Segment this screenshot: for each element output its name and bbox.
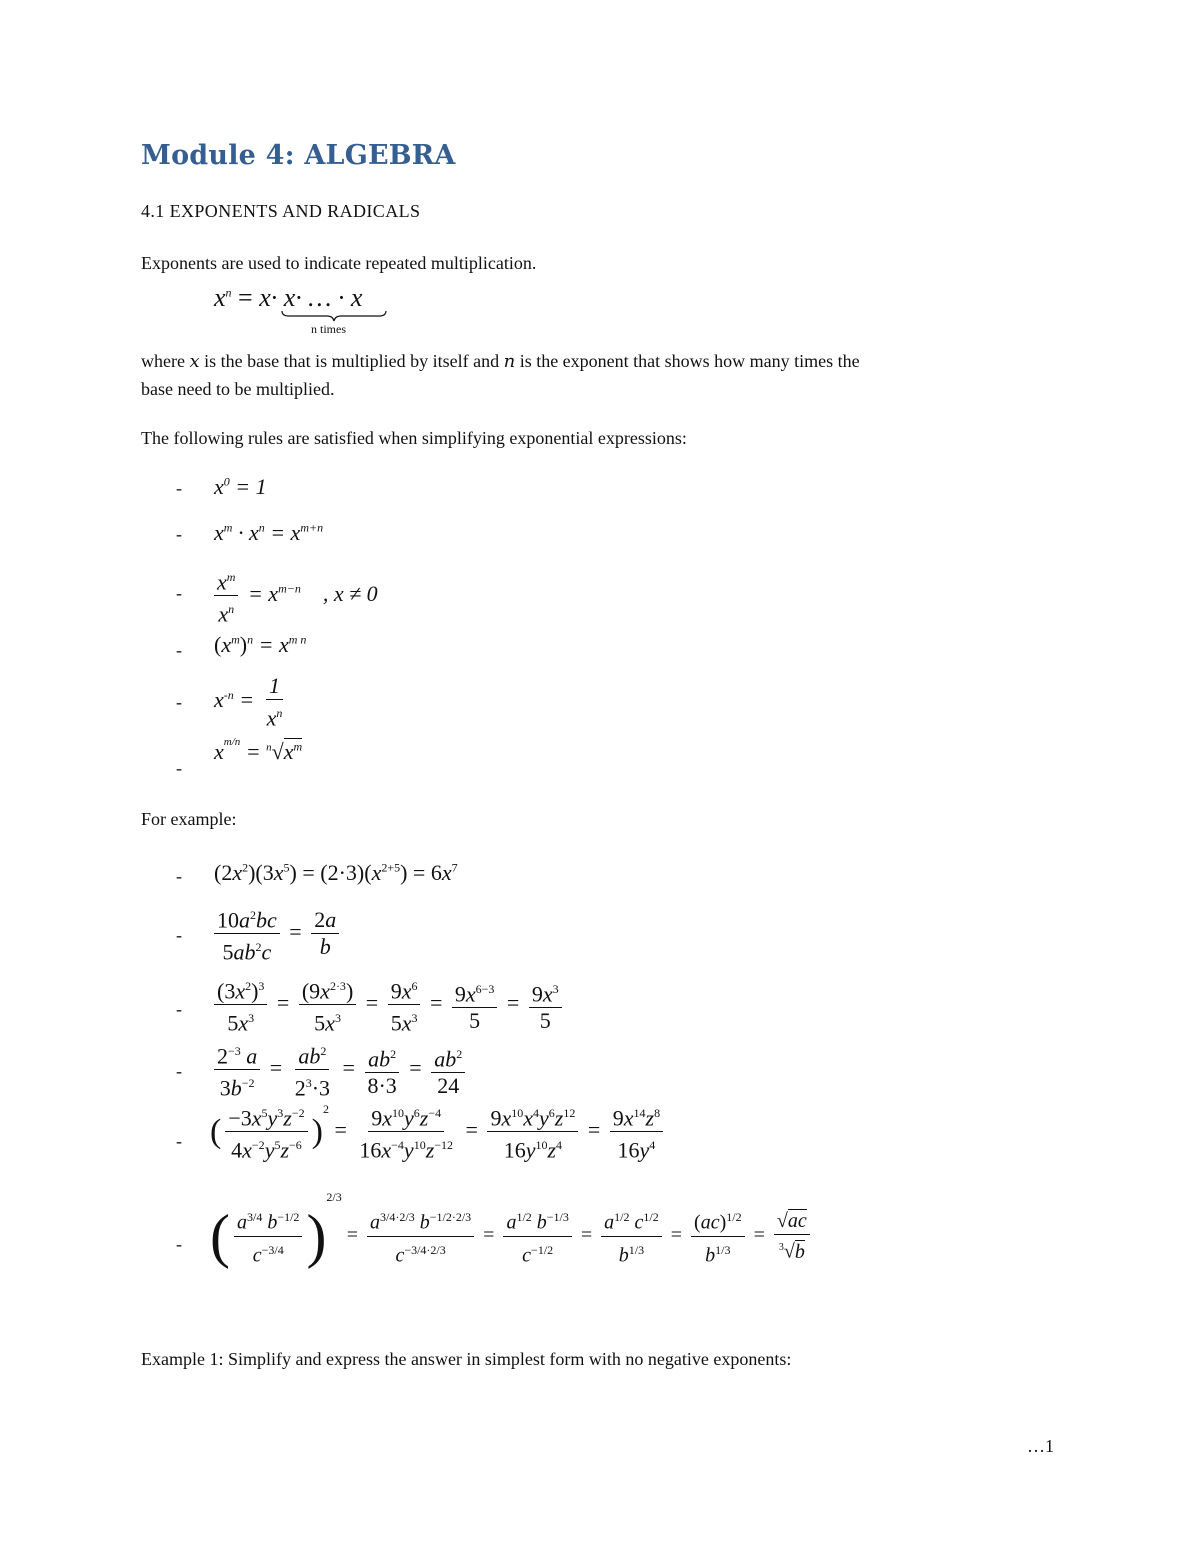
rule-fractional-exponent: $x^{m/n} = ^n√x^m$ — [214, 736, 303, 764]
rule-negative-exponent: $x^{-n}$ = $\frac{1}{x^n}$ — [214, 673, 283, 731]
bullet: - — [176, 640, 182, 660]
bullet: - — [176, 758, 182, 778]
example-quotient: $\frac{10a^2bc}{5ab^2c}$ = $\frac{2a}{b}$ — [210, 902, 343, 966]
where-text-1: where — [141, 351, 185, 371]
bullet: - — [176, 866, 182, 886]
rule-product: $x^m \cdot x^n = x^{m+n}$ — [214, 520, 324, 545]
bullet: - — [176, 925, 182, 945]
rule-power: $(x^m)^n = x^{m n}$ — [214, 632, 307, 657]
where-text-2: is the base that is multiplied by itself and — [204, 351, 500, 371]
bullet: - — [176, 583, 182, 603]
variable-x: x — [189, 351, 200, 372]
where-paragraph — [141, 347, 1041, 376]
page-title: Module 4: ALGEBRA — [141, 140, 456, 171]
section-heading: 4.1 EXPONENTS AND RADICALS — [141, 201, 421, 221]
bullet: - — [176, 1234, 182, 1254]
example-three-variables: ( $\frac{-3x^5y^3z^{-2}}{4x^{-2}y^5z^{-6}}$ )$^2$ = $\frac{9x^{10}y^6z^{-4}}{16x^{-4}y^{10}z^{-12}}$ = $\frac{9x^{10}x^4y^6z^{12}}{16y^{10}z^4}$ = $\frac{9x^{14}z^8}{16y^4}$ — [210, 1100, 667, 1164]
underbrace — [281, 310, 387, 322]
page-number: …1 — [1027, 1436, 1054, 1456]
rule-quotient: $\frac{x^m}{x^n}$ = $x^{m-n}$ , x ≠ 0 — [210, 564, 378, 628]
underbrace-label: n times — [311, 322, 346, 336]
example-product: $(2x^2)(3x^5) = (2\cdot 3)(x^{2+5}) = 6x^7$ — [214, 860, 458, 885]
definition-equation: $x^n = x\cdot x\cdot$ … · x — [214, 283, 363, 312]
example-power-quotient: $\frac{(3x^2)^3}{5x^3}$ = $\frac{(9x^{2\cdot 3})}{5x^3}$ = $\frac{9x^6}{5x^3}$ = $\frac{9x^{6-3}}{5}$ = $\frac{9x^3}{5}$ — [210, 973, 566, 1037]
bullet: - — [176, 1061, 182, 1081]
definition-lhs-base: x — [214, 283, 226, 312]
example1-prompt: Example 1: Simplify and express the answer in simplest form with no negative exponents: — [141, 1349, 792, 1369]
bullet: - — [176, 692, 182, 712]
definition-lhs-exp: n — [225, 285, 232, 300]
definition-rhs: x· x· … · x — [259, 283, 363, 312]
example-fractional-exponents: ( $\frac{a^{3/4} b^{-1/2}}{c^{-3/4}}$ )$^{2/3}$ = $\frac{a^{3/4\cdot 2/3} b^{-1/2\cdot 2/3}}{c^{-3/4\cdot 2/3}}$ = $\frac{a^{1/2} b^{-1/3}}{c^{-1/2}}$ = $\frac{a^{1/2} c^{1/2}}{b^{1/3}}$ = $\frac{(ac)^{1/2}}{b^{1/3}}$ = $\frac{√ac}{^3√b}$ — [210, 1190, 814, 1271]
example-intro: For example: — [141, 809, 237, 829]
example-negative-exponents: $\frac{2^{-3} a}{3b^{-2}}$ = $\frac{ab^2}{2^3\cdot 3}$ = $\frac{ab^2}{8\cdot 3}$ = $\frac{ab^2}{24}$ — [210, 1038, 469, 1102]
bullet: - — [176, 478, 182, 498]
intro-paragraph: Exponents are used to indicate repeated multiplication. — [141, 253, 537, 273]
where-text-3: is the exponent that shows how many times the — [519, 351, 860, 371]
bullet: - — [176, 1131, 182, 1151]
variable-n: n — [503, 351, 516, 372]
where-paragraph-line2: base need to be multiplied. — [141, 379, 335, 399]
bullet: - — [176, 524, 182, 544]
rule-zero-exponent: $x^0 = 1$ — [214, 474, 267, 499]
rules-intro: The following rules are satisfied when simplifying exponential expressions: — [141, 428, 687, 448]
bullet: - — [176, 999, 182, 1019]
